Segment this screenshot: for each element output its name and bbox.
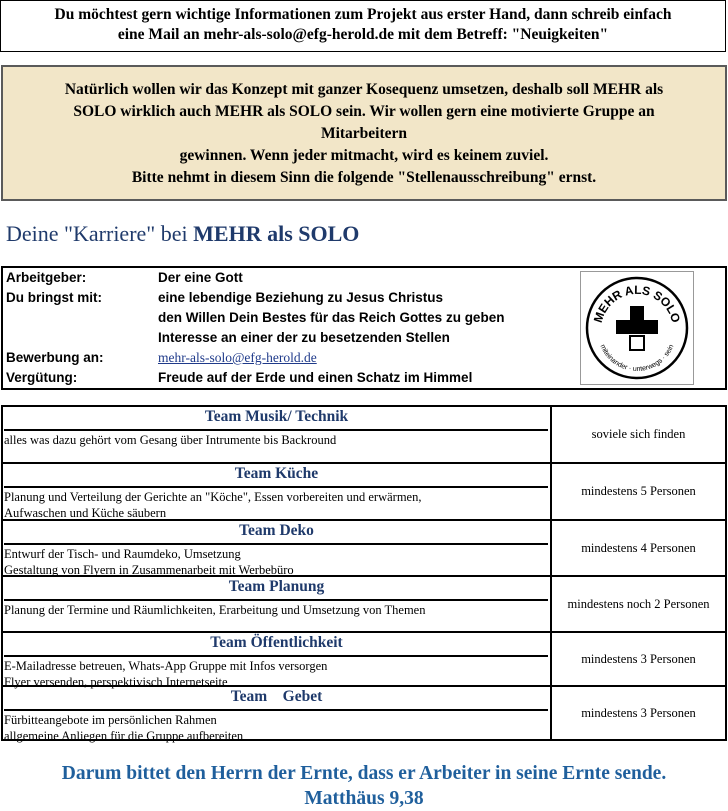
team-description-line-1: Entwurf der Tisch- und Raumdeko, Umsetzung xyxy=(4,547,241,561)
team-info xyxy=(3,577,552,631)
notice-line-2: SOLO wirklich auch MEHR als SOLO sein. Wir wollen gern eine motivierte Gruppe an xyxy=(73,103,655,120)
team-description-line-1: Fürbitteangebote im persönlichen Rahmen xyxy=(4,713,217,727)
notice-line-4: gewinnen. Wenn jeder mitmacht, wird es keinem zuviel. xyxy=(179,147,549,164)
team-description-line-2: allgemeine Anliegen für die Gruppe aufbereiten xyxy=(4,729,244,743)
team-description xyxy=(4,655,548,690)
team-description-line-2: Gestaltung von Flyern in Zusammenarbeit mit Werbebüro xyxy=(4,563,294,577)
logo-top-textpath: MEHR ALS SOLO xyxy=(590,282,684,325)
bring-value-2: den Willen Dein Bestes für das Reich Gottes zu geben xyxy=(158,310,505,325)
team-title: Team Öffentlichkeit xyxy=(210,634,343,651)
team-need: mindestens 3 Personen xyxy=(581,705,696,720)
team-row xyxy=(3,633,725,687)
intro-box xyxy=(0,0,726,52)
team-info xyxy=(3,407,552,462)
closing-reference: Matthäus 9,38 xyxy=(304,788,424,809)
team-title: Team Küche xyxy=(234,465,319,482)
employer-label: Arbeitgeber: xyxy=(6,270,87,285)
team-description xyxy=(4,599,548,618)
team-need: mindestens 5 Personen xyxy=(581,484,696,498)
team-info xyxy=(3,633,552,689)
logo-graphic xyxy=(581,272,693,384)
notice-line-5: Bitte nehmt in diesem Sinn die folgende "Stellenausschreibung" ernst. xyxy=(131,169,597,186)
team-row xyxy=(3,464,725,521)
team-row xyxy=(3,521,725,577)
notice-box xyxy=(1,65,727,201)
bring-value-3: Interesse an einer der zu besetzenden Stellen xyxy=(158,330,450,345)
logo-bottom-textpath: miteinander · unterwegs · sein xyxy=(598,343,676,374)
apply-email-link[interactable]: mehr-als-solo@efg-herold.de xyxy=(158,350,317,365)
heading-prefix: Deine "Karriere" bei xyxy=(6,221,194,246)
bring-value-1: eine lebendige Beziehung zu Jesus Christus xyxy=(158,290,444,305)
apply-label: Bewerbung an: xyxy=(6,350,104,365)
team-description-line-1: Planung und Verteilung der Gerichte an "Köche", Essen vorbereiten und erwärmen, xyxy=(4,490,422,504)
team-need: mindestens noch 2 Personen xyxy=(567,596,710,611)
team-row xyxy=(3,687,725,743)
team-title: Team Musik/ Technik xyxy=(204,408,349,425)
team-title: Team Gebet xyxy=(230,688,323,705)
team-need: soviele sich finden xyxy=(591,427,686,441)
team-title: Team Deko xyxy=(239,522,314,539)
team-description xyxy=(4,543,548,578)
team-description xyxy=(4,709,548,744)
notice-line-1: Natürlich wollen wir das Konzept mit ganzer Kosequenz umsetzen, deshalb soll MEHR als xyxy=(64,81,664,98)
employer-value: Der eine Gott xyxy=(158,270,243,285)
team-info xyxy=(3,521,552,575)
team-info xyxy=(3,687,552,743)
intro-line-1: Du möchtest gern wichtige Informationen zum Projekt aus erster Hand, dann schreib einfach xyxy=(54,6,672,23)
pay-label: Vergütung: xyxy=(6,370,78,385)
team-description-line-1: E-Mailadresse betreuen, Whats-App Gruppe mit Infos versorgen xyxy=(4,659,328,673)
team-row xyxy=(3,407,725,464)
intro-line-2: eine Mail an mehr-als-solo@efg-herold.de mit dem Betreff: "Neuigkeiten" xyxy=(117,26,609,43)
team-need: mindestens 3 Personen xyxy=(581,651,696,666)
mehr-als-solo-logo xyxy=(580,271,694,385)
pay-value: Freude auf der Erde und einen Schatz im Himmel xyxy=(158,370,473,385)
team-description-line-2: Flyer versenden, perspektivisch Internetseite xyxy=(4,675,228,689)
team-info xyxy=(3,464,552,519)
closing-verse: Darum bittet den Herrn der Ernte, dass er Arbeiter in seine Ernte sende. xyxy=(61,763,667,784)
team-table xyxy=(1,405,727,741)
section-heading xyxy=(6,221,359,247)
team-title: Team Planung xyxy=(228,578,325,595)
notice-line-3: Mitarbeitern xyxy=(320,125,408,142)
team-description-line-1: Planung der Termine und Räumlichkeiten, Erarbeitung und Umsetzung von Themen xyxy=(4,603,426,617)
bring-label: Du bringst mit: xyxy=(6,290,102,305)
heading-brand: MEHR als SOLO xyxy=(193,221,360,246)
team-need: mindestens 4 Personen xyxy=(581,540,696,555)
team-description xyxy=(4,486,548,521)
team-row xyxy=(3,577,725,633)
team-description xyxy=(4,429,548,448)
team-description-line-2: Aufwaschen und Küche säubern xyxy=(4,506,167,520)
team-description-line-1: alles was dazu gehört vom Gesang über Intrumente bis Backround xyxy=(4,433,337,447)
